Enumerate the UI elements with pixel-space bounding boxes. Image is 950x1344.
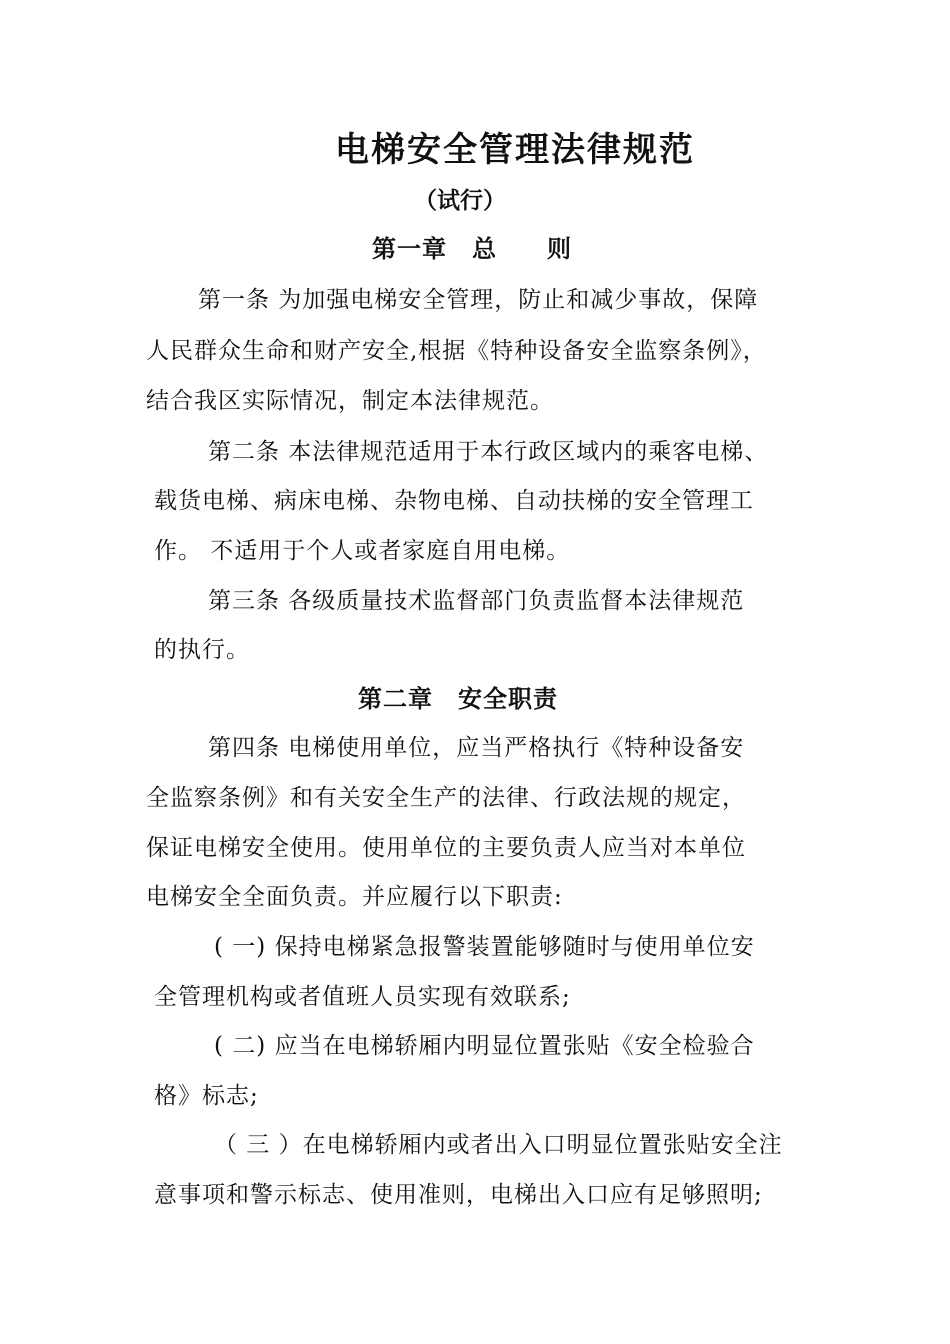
paragraph-line: 第四条 电梯使用单位，应当严格执行《特种设备安 bbox=[208, 735, 745, 761]
paragraph-line: 人民群众生命和财产安全,根据《特种设备安全监察条例》， bbox=[146, 338, 767, 364]
chapter-heading-2: 第二章 安全职责 bbox=[358, 684, 558, 713]
paragraph-line: （ 三 ）在电梯轿厢内或者出入口明显位置张贴安全注 bbox=[214, 1132, 783, 1158]
chapter-heading-1: 第一章 总 则 bbox=[372, 234, 572, 263]
paragraph-line: 第二条 本法律规范适用于本行政区域内的乘客电梯、 bbox=[208, 439, 769, 465]
paragraph-line: 电梯安全全面负责。并应履行以下职责: bbox=[146, 884, 563, 910]
paragraph-line: 格》标志; bbox=[154, 1083, 259, 1109]
paragraph-line: 第三条 各级质量技术监督部门负责监督本法律规范 bbox=[208, 588, 745, 614]
paragraph-line: 第一条 为加强电梯安全管理，防止和减少事故，保障 bbox=[198, 287, 759, 313]
document-subtitle: （试行） bbox=[414, 187, 506, 214]
paragraph-line: 全管理机构或者值班人员实现有效联系; bbox=[154, 984, 571, 1010]
paragraph-line: ( 一) 保持电梯紧急报警装置能够随时与使用单位安 bbox=[214, 934, 755, 960]
paragraph-line: 的执行。 bbox=[154, 637, 250, 663]
paragraph-line: 载货电梯、病床电梯、杂物电梯、自动扶梯的安全管理工 bbox=[154, 488, 754, 514]
paragraph-line: 保证电梯安全使用。使用单位的主要负责人应当对本单位 bbox=[146, 835, 746, 861]
paragraph-line: 意事项和警示标志、使用准则，电梯出入口应有足够照明; bbox=[154, 1182, 763, 1208]
paragraph-line: 作。 不适用于个人或者家庭自用电梯。 bbox=[154, 538, 571, 564]
paragraph-line: 全监察条例》和有关安全生产的法律、行政法规的规定， bbox=[146, 785, 746, 811]
paragraph-line: ( 二) 应当在电梯轿厢内明显位置张贴《安全检验合 bbox=[214, 1033, 755, 1059]
document-title: 电梯安全管理法律规范 bbox=[335, 130, 695, 170]
paragraph-line: 结合我区实际情况，制定本法律规范。 bbox=[146, 388, 554, 414]
